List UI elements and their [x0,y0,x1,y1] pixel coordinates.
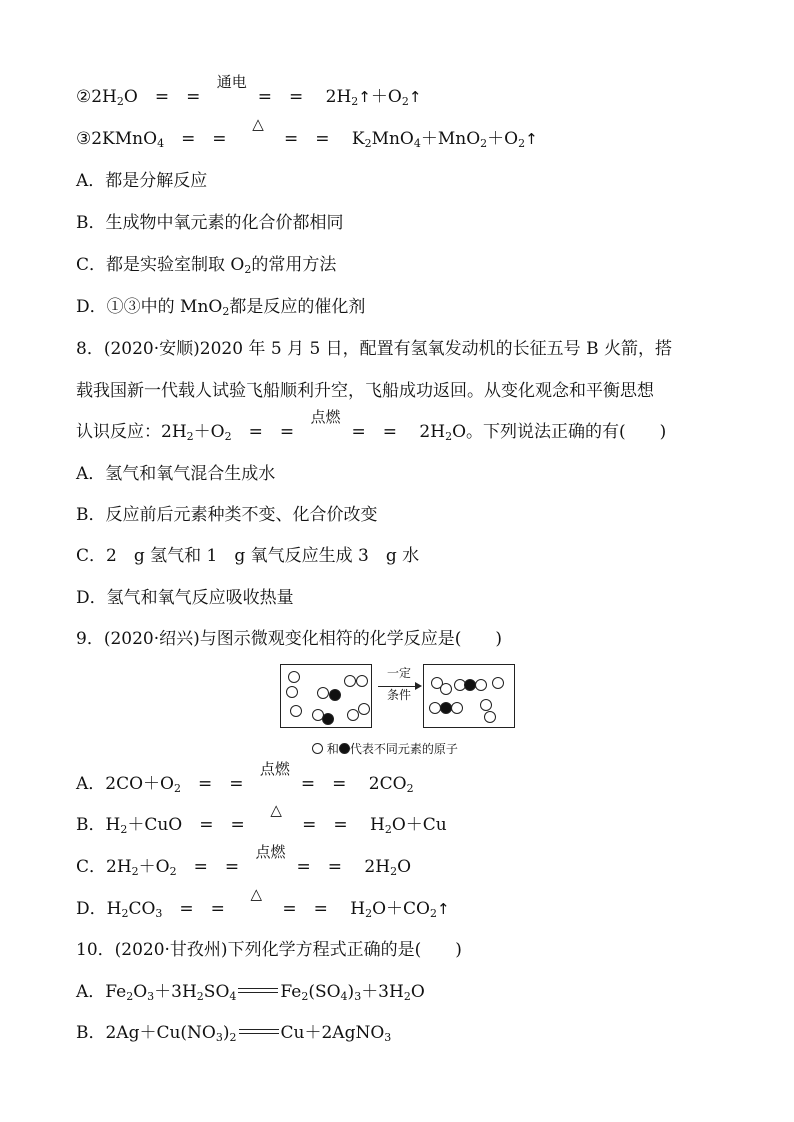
atom-white [356,675,368,687]
equation-3: ③2KMnO$_4$ = = △ = = $K_2MnO_4+MnO_2+O_2↑$ [76,115,538,150]
condition-label: 通电 [216,73,247,91]
atom-white [288,671,300,683]
after-box [423,664,515,728]
q9-option-a: A．$2CO+O_2$ = = 点燃 = = $2CO_2$ [76,760,414,795]
q8-text-line-2: 载我国新一代载人试验飞船顺利升空，飞船成功返回。从变化观念和平衡思想 [76,381,654,401]
reaction-arrow [378,686,418,687]
atom-white [290,705,302,717]
q10-text: 10．(2020·甘孜州)下列化学方程式正确的是( ) [76,940,462,960]
equals-sign [239,1029,279,1034]
q10-option-a: A．$Fe_2O_3+3H_2SO_4$ $Fe_2(SO_4)_3+3H_2O$ [76,982,425,1003]
atom-white [286,686,298,698]
heat-symbol: △ [252,115,264,133]
q9-text: 9．(2020·绍兴)与图示微观变化相符的化学反应是( ) [76,629,503,649]
q7-option-c: C．都是实验室制取 $O_2$的常用方法 [76,255,337,276]
atom-white [480,699,492,711]
q8-option-b: B．反应前后元素种类不变、化合价改变 [76,505,378,525]
atom-white [451,702,463,714]
atom-white [484,711,496,723]
atom-white [347,709,359,721]
q9-option-b: B．$H_2+CuO$ = = △ = = $H_2O+Cu$ [76,801,447,836]
q9-option-c: C．$2H_2+O_2$ = = 点燃 = = $2H_2O$ [76,843,411,878]
reaction-diagram [280,664,516,760]
q7-option-a: A．都是分解反应 [76,171,208,191]
q7-option-d: D．①③中的 MnO$_2$都是反应的催化剂 [76,297,366,318]
q9-option-d: D．$H_2CO_3$ = = △ = = $H_2O+CO_2↑$ [76,885,450,920]
q8-option-c: C．2 g 氢气和 1 g 氧气反应生成 3 g 水 [76,546,420,566]
atom-black [322,713,334,725]
equals-sign [238,988,278,993]
atom-white [475,679,487,691]
atom-white [358,703,370,715]
q8-option-d: D．氢气和氧气反应吸收热量 [76,588,294,608]
q10-option-b: B．$2Ag+Cu(NO_3)_2$ Cu＋2AgNO$_3$ [76,1023,392,1044]
before-box [280,664,372,728]
white-atom-icon [312,743,323,754]
q8-text-line-3: 认识反应：$2H_2+O_2$ = = 点燃 = = $2H_2O$。下列说法正确的有( ) [76,408,667,443]
atom-white [317,687,329,699]
black-atom-icon [339,743,350,754]
atom-white [492,677,504,689]
diagram-caption: 和 代表不同元素的原子 [312,740,458,757]
equation-2: $②2H_2O$ = = 通电 = = $2H_2↑+O_2↑$ [76,73,422,108]
condition-top: 一定 [386,666,411,680]
condition-bottom: 条件 [386,688,411,702]
q8-option-a: A．氢气和氧气混合生成水 [76,464,276,484]
atom-black [329,689,341,701]
atom-white [344,675,356,687]
q7-option-b: B．生成物中氧元素的化合价都相同 [76,213,344,233]
atom-white [440,683,452,695]
q8-text-line-1: 8．(2020·安顺)2020 年 5 月 5 日，配置有氢氧发动机的长征五号 B 火箭，搭 [76,339,672,359]
